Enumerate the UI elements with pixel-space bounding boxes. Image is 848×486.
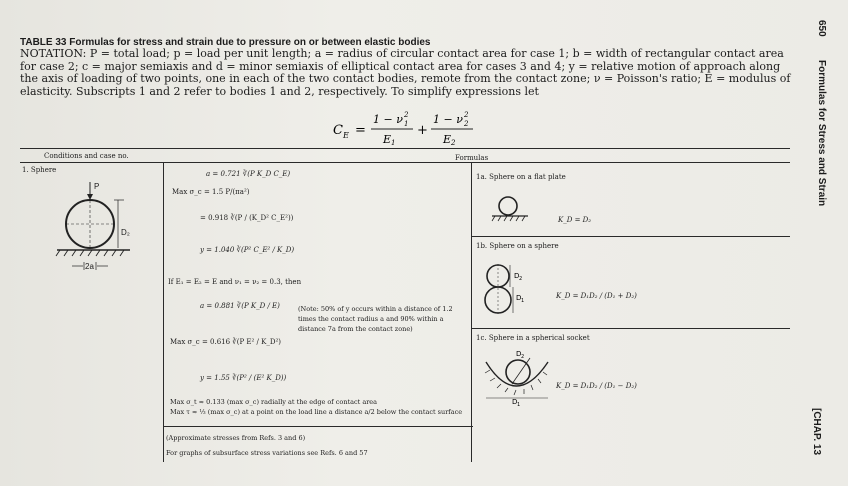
case-label: 1. Sphere (22, 166, 57, 174)
table-title: TABLE 33 Formulas for stress and strain due to pressure on or between elastic bodies (20, 37, 431, 48)
subcase-1b-label: 1b. Sphere on a sphere (476, 242, 559, 250)
col-header-formulas: Formulas (455, 154, 489, 162)
svg-text:2: 2 (464, 111, 469, 119)
svg-text:E: E (443, 133, 452, 146)
formula-a: a = 0.721 ∛(P K_D C_E) (206, 170, 291, 178)
svg-text:E: E (343, 131, 349, 140)
svg-text:1: 1 (521, 298, 525, 304)
rule-sub1 (471, 236, 790, 237)
svg-text:+: + (417, 123, 428, 138)
formula-max-sigma-t: Max σ_t ≈ 0.133 (max σ_c) radially at the edge of contact area (170, 398, 378, 406)
sketch-label-p: P (94, 182, 100, 191)
chapter-tag: [CHAP. 13 (811, 408, 822, 456)
formula-max-tau: Max τ ≈ ⅓ (max σ_c) at a point on the load line a distance a/2 below the contact surface (170, 408, 463, 416)
svg-text:D: D (514, 272, 520, 280)
formula-max-sigma-c: Max σ_c = 1.5 P/(πa²) (172, 188, 250, 196)
svg-text:1: 1 (404, 120, 409, 128)
formula-max-sigma-c2: = 0.918 ∛(P / (K_D² C_E²)) (200, 214, 294, 222)
svg-text:C: C (333, 123, 343, 138)
ce-formula (333, 110, 483, 151)
notation-paragraph: NOTATION: P = total load; p = load per unit length; a = radius of circular contact area for case 1; b = width of rectangular contact area for case 2; c = major semiaxis and d = minor semiaxis of elliptical contact area for cases 3 and 4; y = relative motion of approach along the axis of loading of two points, one in each of the two contact bodies, remote from the contact zone; ν = Poisson's ratio; E = modulus of elasticity. Subscripts 1 and 2 refer to bodies 1 and 2, respectively. To simplify expressions let (20, 47, 791, 98)
col-header-conditions: Conditions and case no. (44, 152, 129, 160)
subcase-1a-kd: K_D = D₂ (558, 216, 592, 224)
svg-text:2: 2 (404, 111, 409, 119)
sphere-sketch (52, 180, 152, 280)
rule-col2 (471, 162, 472, 462)
page-number: 650 (816, 20, 827, 37)
rule-top (20, 148, 790, 149)
svg-text:1 − ν: 1 − ν (433, 113, 463, 126)
svg-text:2: 2 (451, 139, 456, 147)
subcase-1b-kd: K_D = D₁D₂ / (D₁ + D₂) (556, 292, 637, 300)
svg-text:D: D (516, 294, 522, 302)
rule-col1 (163, 162, 164, 462)
svg-text:E: E (383, 133, 392, 146)
sphere-on-sphere-sketch (478, 262, 528, 322)
formula-condition: If E₁ = E₂ = E and ν₁ = ν₂ = 0.3, then (168, 278, 302, 286)
sphere-in-socket-sketch (482, 346, 554, 406)
svg-text:2: 2 (519, 276, 523, 282)
svg-text:2: 2 (464, 120, 469, 128)
approx-refs: (Approximate stresses from Refs. 3 and 6) (166, 434, 306, 442)
svg-text:2: 2 (521, 354, 525, 360)
sketch-label-2a: 2a (85, 262, 94, 271)
rule-sub2 (471, 328, 790, 329)
subcase-1a-label: 1a. Sphere on a flat plate (476, 173, 566, 181)
rule-bottom (163, 426, 473, 427)
svg-text:D: D (512, 398, 518, 406)
running-head: Formulas for Stress and Strain (816, 60, 827, 207)
svg-text:=: = (355, 123, 366, 138)
svg-text:1: 1 (517, 402, 521, 406)
approach-note: (Note: 50% of y occurs within a distance of 1.2 times the contact radius a and 90% within a distance 7a from the contact zone) (298, 305, 453, 333)
subcase-1c-label: 1c. Sphere in a spherical socket (476, 334, 590, 342)
sphere-on-plate-sketch (490, 194, 540, 234)
svg-text:1 − ν: 1 − ν (373, 113, 403, 126)
svg-text:1: 1 (391, 139, 396, 147)
subcase-1c-kd: K_D = D₁D₂ / (D₁ − D₂) (556, 382, 637, 390)
svg-text:D: D (516, 350, 522, 358)
formula-max-sigma-simplified: Max σ_c = 0.616 ∛(P E² / K_D²) (170, 338, 282, 346)
sketch-label-d2: D₂ (121, 228, 130, 237)
formula-y-simplified: y = 1.55 ∛(P² / (E² K_D)) (200, 374, 287, 382)
formula-y: y = 1.040 ∛(P² C_E² / K_D) (200, 246, 295, 254)
graphs-refs: For graphs of subsurface stress variations see Refs. 6 and 57 (166, 449, 368, 457)
formula-a-simplified: a = 0.881 ∛(P K_D / E) (200, 302, 280, 310)
rule-head (20, 162, 790, 163)
